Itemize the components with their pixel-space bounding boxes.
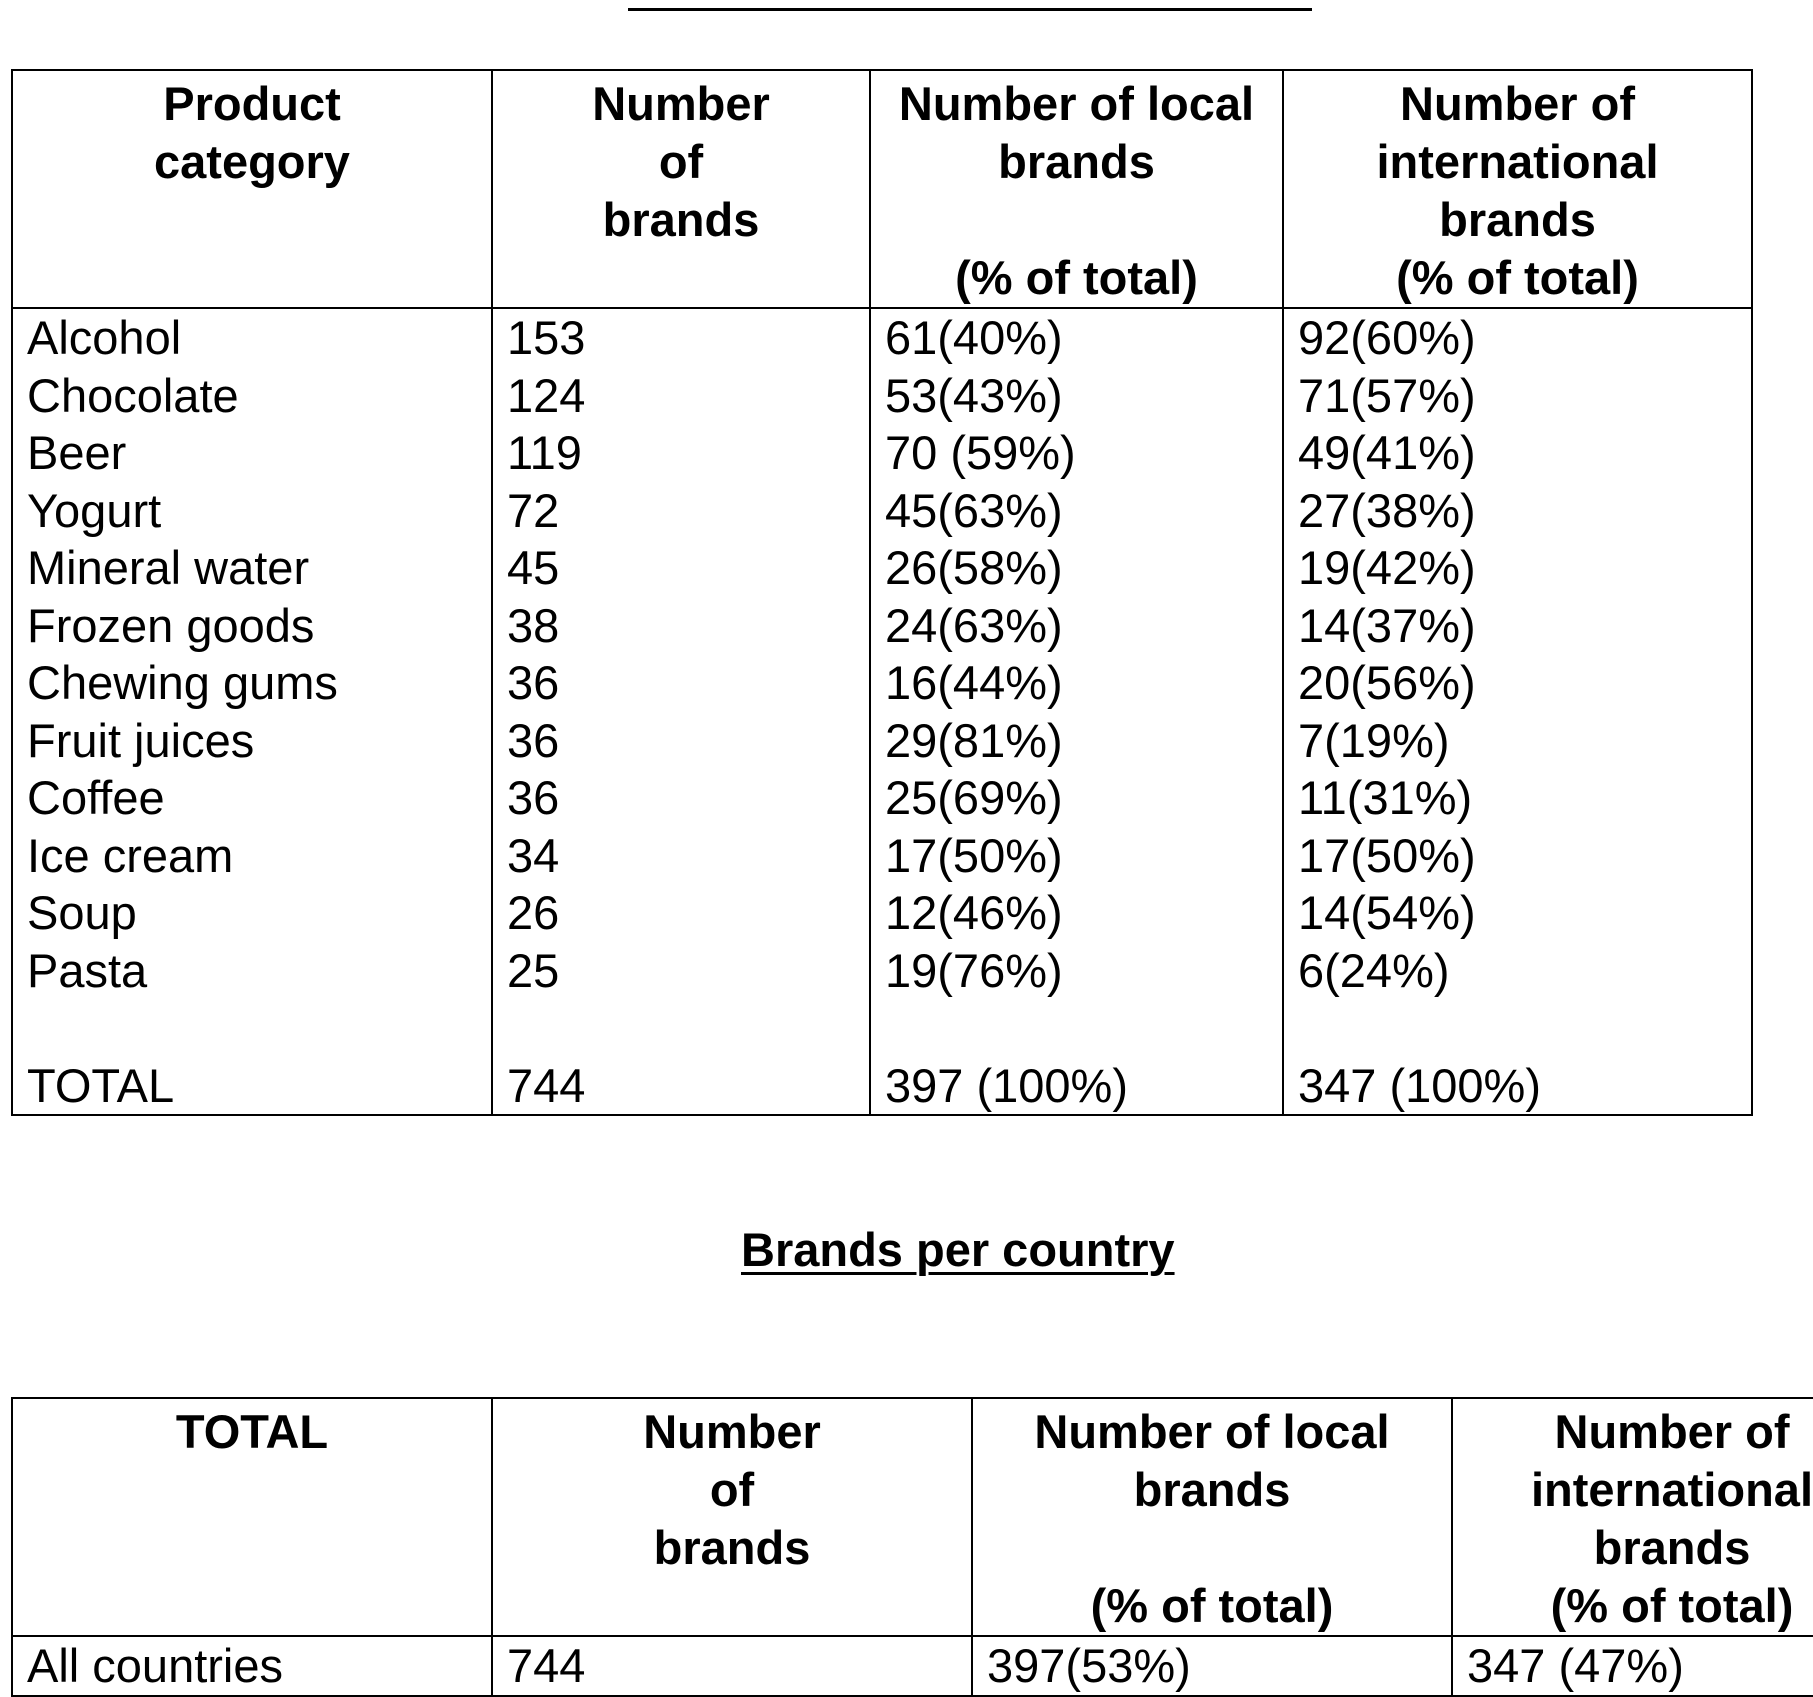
header-product-category: Product category	[12, 70, 492, 308]
brands-per-country-table	[11, 1397, 1813, 1697]
brands-cell: 119	[507, 426, 582, 479]
brands-per-category-table	[11, 69, 1753, 1116]
header-total: TOTAL	[12, 1398, 492, 1636]
total-brands: 744	[507, 1058, 586, 1112]
intl-brands-cell: 6(24%)	[1298, 943, 1450, 997]
category-cell: Yogurt	[27, 483, 162, 537]
brands-cell: 34	[507, 828, 560, 882]
local-brands-cell: 29(81%)	[885, 713, 1063, 767]
header-international-brands: Number of international brands (% of total)	[1452, 1398, 1813, 1636]
category-cell: Coffee	[27, 771, 165, 824]
intl-column	[1283, 308, 1752, 1115]
local-brands-cell: 70 (59%)	[885, 426, 1076, 479]
intl-brands-cell: 49(41%)	[1298, 426, 1476, 479]
category-cell: Pasta	[27, 943, 148, 997]
intl-brands-cell: 92(60%)	[1298, 311, 1476, 364]
intl-brands-cell: 14(54%)	[1298, 886, 1476, 939]
intl-brands-cell: 19(42%)	[1298, 541, 1476, 594]
row-brands: 744	[492, 1636, 972, 1696]
intl-brands-cell: 71(57%)	[1298, 368, 1476, 422]
brands-cell: 153	[507, 311, 586, 364]
brands-cell: 36	[507, 771, 560, 824]
header-number-of-brands: Number of brands	[492, 1398, 972, 1636]
row-label: All countries	[12, 1636, 492, 1696]
section-title-brands-per-country: Brands per country	[741, 1223, 1175, 1276]
category-cell: Chocolate	[27, 368, 239, 422]
intl-brands-cell: 11(31%)	[1298, 771, 1473, 824]
brands-cell: 36	[507, 713, 560, 767]
total-label: TOTAL	[27, 1058, 175, 1112]
brands-cell: 45	[507, 541, 560, 594]
table-row	[12, 1636, 1813, 1696]
local-brands-cell: 61(40%)	[885, 311, 1063, 364]
category-cell: Soup	[27, 886, 137, 939]
category-cell: Mineral water	[27, 541, 310, 594]
category-cell: Frozen goods	[27, 598, 315, 652]
header-local-brands: Number of local brands (% of total)	[870, 70, 1283, 308]
previous-section-title-underline	[628, 0, 1312, 11]
table-header-row	[12, 1398, 1813, 1636]
header-local-brands: Number of local brands (% of total)	[972, 1398, 1452, 1636]
brands-cell: 25	[507, 943, 560, 997]
brands-cell: 26	[507, 886, 560, 939]
local-brands-cell: 24(63%)	[885, 598, 1063, 652]
brands-column	[492, 308, 870, 1115]
category-cell: Alcohol	[27, 311, 182, 364]
category-column	[12, 308, 492, 1115]
table-header-row	[12, 70, 1752, 308]
local-brands-cell: 17(50%)	[885, 828, 1063, 882]
intl-brands-cell: 20(56%)	[1298, 656, 1476, 709]
category-cell: Fruit juices	[27, 713, 255, 767]
brands-cell: 72	[507, 483, 560, 537]
local-brands-cell: 19(76%)	[885, 943, 1063, 997]
local-brands-cell: 53(43%)	[885, 368, 1063, 422]
local-brands-cell: 26(58%)	[885, 541, 1063, 594]
total-local: 397 (100%)	[885, 1058, 1128, 1112]
brands-cell: 124	[507, 368, 586, 422]
table-body-row	[12, 308, 1752, 1115]
total-intl: 347 (100%)	[1298, 1058, 1541, 1112]
row-local: 397(53%)	[972, 1636, 1452, 1696]
local-brands-cell: 16(44%)	[885, 656, 1063, 709]
local-column	[870, 308, 1283, 1115]
category-cell: Chewing gums	[27, 656, 338, 709]
brands-cell: 38	[507, 598, 560, 652]
category-cell: Ice cream	[27, 828, 234, 882]
intl-brands-cell: 27(38%)	[1298, 483, 1476, 537]
local-brands-cell: 12(46%)	[885, 886, 1063, 939]
header-international-brands: Number of international brands (% of total)	[1283, 70, 1752, 308]
category-cell: Beer	[27, 426, 127, 479]
row-intl: 347 (47%)	[1452, 1636, 1813, 1696]
brands-cell: 36	[507, 656, 560, 709]
header-number-of-brands: Number of brands	[492, 70, 870, 308]
intl-brands-cell: 17(50%)	[1298, 828, 1476, 882]
local-brands-cell: 25(69%)	[885, 771, 1063, 824]
intl-brands-cell: 14(37%)	[1298, 598, 1476, 652]
local-brands-cell: 45(63%)	[885, 483, 1063, 537]
intl-brands-cell: 7(19%)	[1298, 713, 1450, 767]
